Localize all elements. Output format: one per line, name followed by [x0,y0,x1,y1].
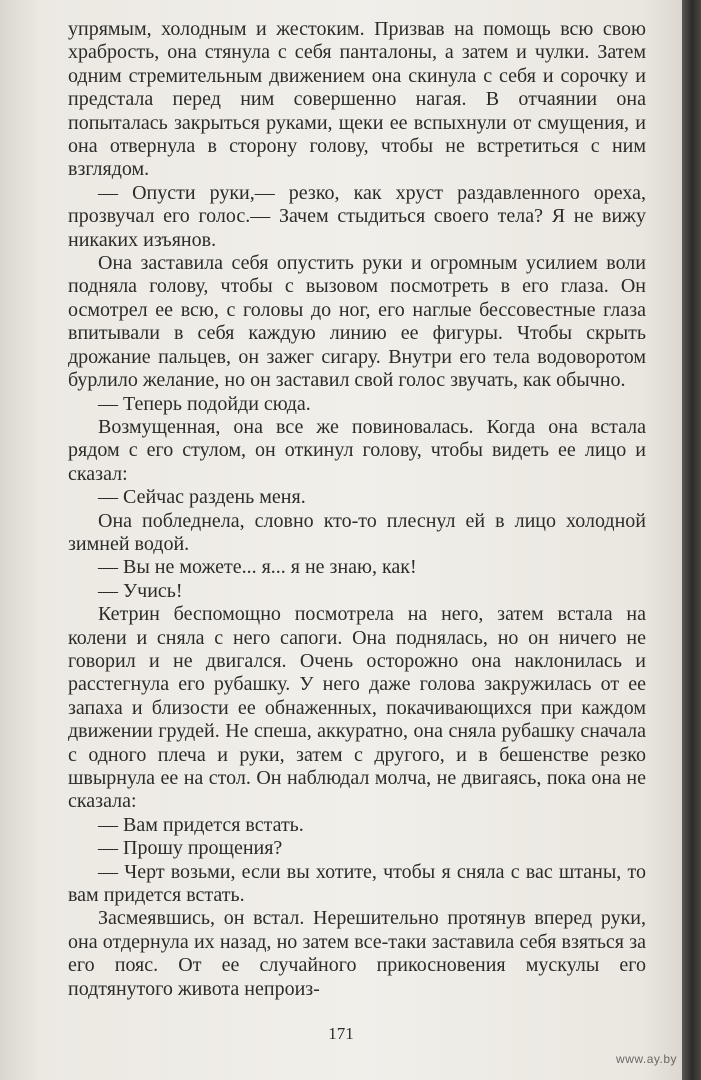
paragraph: Она заставила себя опустить руки и огромным усилием воли подняла голову, чтобы с вызовом посмотреть в его глаза. Он осмотрел ее всю, с головы до ног, его наглые бессовестные глаза впитывали в себя каждую линию ее фигуры. Чтобы скрыть дрожание пальцев, он зажег сигару. Внутри его тела водоворотом бурлило желание, но он заставил свой голос звучать, как обычно. [68,252,646,392]
paragraph: Кетрин беспомощно посмотрела на него, затем встала на колени и сняла с него сапоги. Она поднялась, но он ничего не говорил и не двигался. Очень осторожно она наклонилась и расстегнула его рубашку. У него даже голова закружилась от ее запаха и близости ее обнаженных, покачивающихся при каждом движении грудей. Не спеша, аккуратно, она сняла рубашку сначала с одного плеча и руки, затем с другого, и в бешенстве резко швырнула ее на стол. Он наблюдал молча, не двигаясь, пока она не сказала: [68,603,646,813]
paragraph: Засмеявшись, он встал. Нерешительно протянув вперед руки, она отдернула их назад, но затем все-таки заставила себя взяться за его пояс. От ее случайного прикосновения мускулы его подтянутого живота непроиз- [68,907,646,1000]
paragraph: — Теперь подойди сюда. [98,392,311,415]
page-text [68,18,646,1001]
paragraph: упрямым, холодным и жестоким. Призвав на помощь всю свою храбрость, она стянула с себя панталоны, а затем и чулки. Затем одним стремительным движением она скинула с себя и сорочку и предстала перед ним совершенно нагая. В отчаянии она попыталась закрыться руками, щеки ее вспыхнули от смущения, и она отвернула в сторону голову, чтобы не встретиться с ним взглядом. [68,18,646,181]
paragraph: — Вам придется встать. [98,813,304,836]
paragraph: — Сейчас раздень меня. [98,486,306,509]
paragraph: — Прошу прощения? [98,837,283,860]
paragraph: Возмущенная, она все же повиновалась. Когда она встала рядом с его стулом, он откинул голову, чтобы видеть ее лицо и сказал: [68,415,646,485]
page-number: 171 [328,1024,354,1043]
paragraph: — Опусти руки,— резко, как хруст раздавленного ореха, прозвучал его голос.— Зачем стыдиться своего тела? Я не вижу никаких изъянов. [68,181,646,251]
watermark: www.ay.by [616,1052,677,1066]
book-spine-edge [682,0,701,1080]
paragraph: — Вы не можете... я... я не знаю, как! [98,556,417,579]
paragraph: Она побледнела, словно кто-то плеснул ей в лицо холодной зимней водой. [68,509,646,555]
paragraph: — Учись! [98,579,183,602]
paragraph: — Черт возьми, если вы хотите, чтобы я сняла с вас штаны, то вам придется встать. [68,860,646,907]
